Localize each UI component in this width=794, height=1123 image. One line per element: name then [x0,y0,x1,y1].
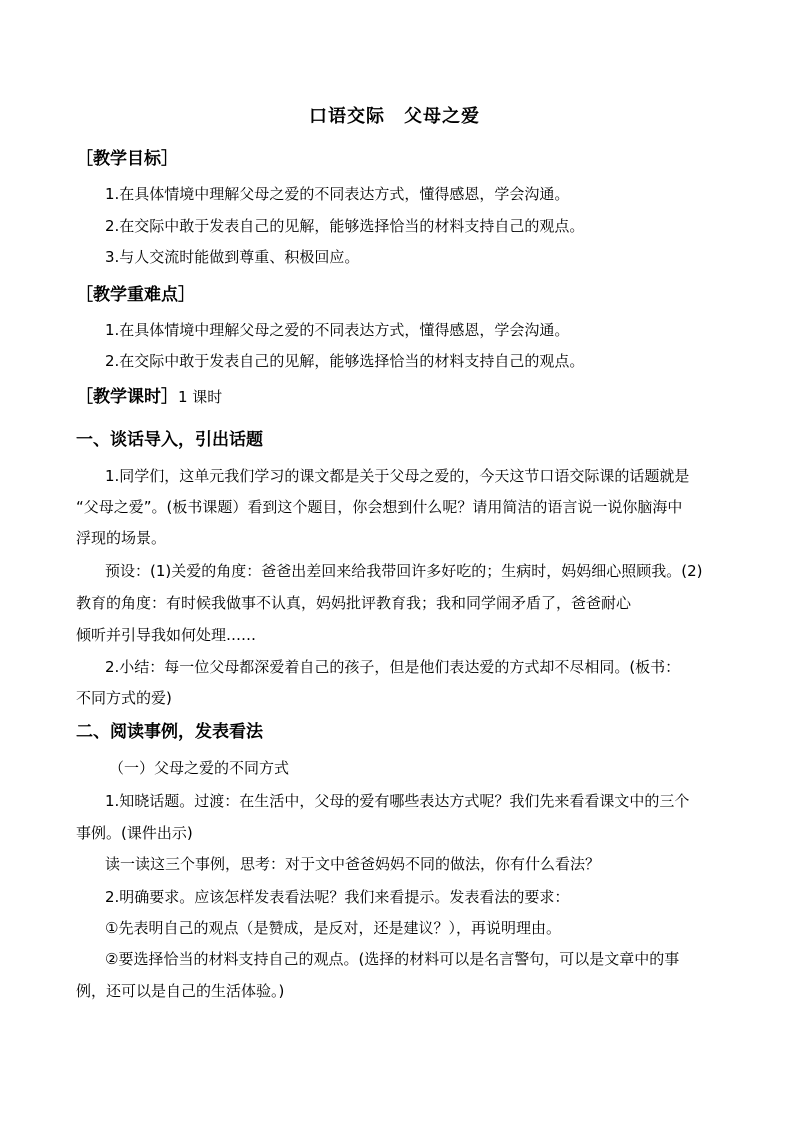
paragraph-line: ①先表明自己的观点（是赞成，是反对，还是建议？），再说明理由。 [105,919,561,937]
paragraph-line: 不同方式的爱) [76,689,172,707]
class-hours-row [76,386,222,408]
objective-item: 2.在交际中敢于发表自己的见解，能够选择恰当的材料支持自己的观点。 [105,217,585,235]
page-title: 口语交际 父母之爱 [309,106,480,127]
paragraph-line: 读一读这三个事例，思考：对于文中爸爸妈妈不同的做法，你有什么看法？ [105,855,601,873]
paragraph-line: 2.小结：每一位父母都深爱着自己的孩子，但是他们表达爱的方式却不尽相同。(板书： [105,658,681,676]
objectives-heading: ［教学目标］ [76,149,178,169]
paragraph-line: 预设：(1)关爱的角度：爸爸出差回来给我带回许多好吃的；生病时，妈妈细心照顾我。(2) [105,562,703,580]
paragraph-line: 1.知晓话题。过渡：在生活中，父母的爱有哪些表达方式呢？我们先来看看课文中的三个 [105,792,690,810]
paragraph-line: 例，还可以是自己的生活体验。) [76,982,285,1000]
paragraph-line: 1.同学们，这单元我们学习的课文都是关于父母之爱的，今天这节口语交际课的话题就是 [105,467,690,485]
paragraph-line: 教育的角度：有时候我做事不认真，妈妈批评教育我；我和同学闹矛盾了，爸爸耐心 [76,594,632,612]
section1-heading: 一、谈话导入，引出话题 [76,430,263,450]
key-points-heading: ［教学重难点］ [76,285,195,305]
key-point-item: 1.在具体情境中理解父母之爱的不同表达方式，懂得感恩，学会沟通。 [105,321,570,339]
key-point-item: 2.在交际中敢于发表自己的见解，能够选择恰当的材料支持自己的观点。 [105,352,585,370]
paragraph-line: ②要选择恰当的材料支持自己的观点。(选择的材料可以是名言警句，可以是文章中的事 [105,950,680,968]
paragraph-line: 2.明确要求。应该怎样发表看法呢？我们来看提示。发表看法的要求： [105,888,570,906]
class-hours-value: 1 课时 [178,388,223,406]
section2-heading: 二、阅读事例，发表看法 [76,722,263,742]
paragraph-line: 事例。(课件出示) [76,824,193,842]
objective-item: 1.在具体情境中理解父母之爱的不同表达方式，懂得感恩，学会沟通。 [105,185,570,203]
class-hours-heading: ［教学课时］ [76,387,178,407]
subsection-heading: （一）父母之爱的不同方式 [109,759,290,777]
paragraph-line: “父母之爱”。(板书课题）看到这个题目，你会想到什么呢？请用简洁的语言说一说你脑海中 [76,498,683,516]
paragraph-line: 倾听并引导我如何处理…… [76,626,257,644]
objective-item: 3.与人交流时能做到尊重、积极回应。 [105,248,360,266]
paragraph-line: 浮现的场景。 [76,529,167,547]
